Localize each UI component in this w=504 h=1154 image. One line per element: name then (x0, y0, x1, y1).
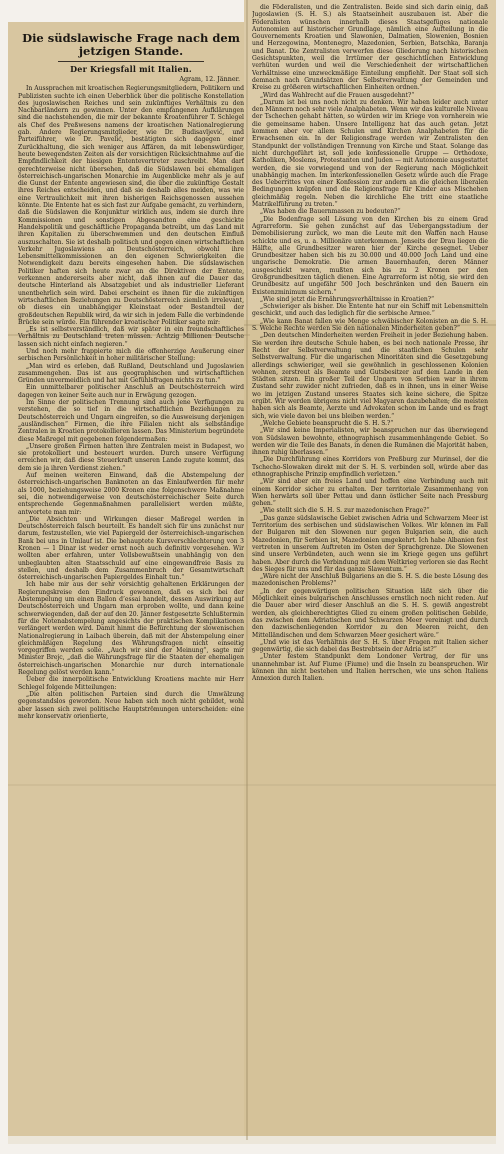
paragraph: „Und wie ist das Verhältnis der S. H. S. über Fragen mit Italien sicher gegenwärtig, die sich dabei das Bestrebtsein der Adria ist?“ (252, 638, 488, 654)
paragraph: „Wäre nicht der Anschluß Bulgariens an die S. H. S. die beste Lösung des mazedonischen Problems?“ (252, 573, 488, 588)
paragraph: „Wir sind keine Imperialisten, wir beanspruchen nur das überwiegend von Südslawen bewohnte, ethnographisch zusammenhängende Gebiet. So werden wir die Teile des Banats, in denen die Rumänen die Majorität haben, ihnen ruhig überlassen.“ (252, 427, 488, 457)
paragraph: „Schwieriger als bisher. Die Entente hat nur ein Schiff mit Lebensmitteln geschickt, und auch das lediglich für die serbische Armee.“ (252, 303, 488, 318)
paragraph: „Unter festem Standpunkt dem Londoner Vertrag, der für uns unannehmbar ist. Auf Fiume (Fiume) und die Inseln zu beanspruchen. Wir können ihn nicht bestehen und Italien herrschen, wie uns schon Italiens Annexion durch Italien. (252, 653, 488, 683)
paragraph: „Wie sind jetzt die Ernährungsverhältnisse in Kroatien?“ (260, 295, 435, 303)
article-dateline: Agram, 12. Jänner. (179, 75, 240, 83)
paragraph: „Welche Gebiete beansprucht die S. H. S.?“ (260, 419, 394, 427)
paragraph: „Was haben die Bauernmassen zu bedeuten?“ (260, 208, 401, 216)
paragraph: „Wir sind aber ein freies Land und hoffen eine Verbindung auch mit einem Korridor sicher zu erhalten. Der territoriale Zusammenhang von Wien herwärts soll über Pettau und dann östlicher Seite nach Pressburg gehen.“ (252, 478, 488, 508)
paragraph: „Man wird es erleben, daß Rußland, Deutschland und Jugoslawien zusammengehen. Das ist aus geographischen und wirtschaftlichen Gründen unvermeidlich und hat mit Gefühlsfragen nichts zu tun.“ (18, 362, 244, 385)
paragraph: „Das ganze südslawische Gebiet zwischen Adria und Schwarzem Meer ist Territorium des serbischen und südslawischen Volkes. Wir können im Fall der Bulgaren mit den Slowenen nur gegen Bulgarien sein, die auch Mazedonien, für Serbien ist, Mazedonien umgekehrt. Ich habe Albanien fest vertreten in unserem Auftreten im Osten der Sprachgrenze. Die Slowenen sind unsere Verbündeten, auch wenn sie im Kriege gegen uns geführt haben. Aber durch die Verbindung mit dem Weltkrieg verloren sie das Recht des Sieges für uns und für das ganze Slawentum.“ (252, 514, 488, 573)
article-headline: Die südslawische Frage nach dem jetzigen Stande. (22, 31, 240, 58)
right-column (252, 4, 488, 1132)
paragraph: Auf meinen weiteren Einwand, daß die Abstempelung der österreichisch-ungarischen Banknoten an das Einlaufwerden für mehr als 1000, beziehungsweise 2000 Kronen eine folgenschwere Maßnahme sei, die notwendigerweise von deutschösterreichischer Seite durch entsprechende Gegenmaßnahmen parallelisiert werden müßte, antwortete man mir: (18, 472, 244, 516)
paragraph: Und noch mehr frappierte mich die offenherzige Aeußerung einer serbischen Persönlichkeit in hoher militärischer Stellung: (18, 347, 244, 363)
headline-rule (58, 61, 204, 62)
paragraph: „Die Bodenfrage soll Lösung von den Kirchen bis zu einem Grad Agrarreform. Sie gehen zunächst auf das Uebergangsstadium der Demobilisierung zurück, wo man die Leute mit den Waffen nach Hause schickte und es, u. a. Millionäre unterkommen. Jenseits der Drau liegen die Hälfte, alle Grundbesitzer waren hier der Kirche gesegnet. Ueber Grundbesitzer haben sich bis zu 30.000 und 40.000 Joch Land und eine ungarische Demokratie. Die armen Bauernhaufen, deren Männer ausgeschickt waren, mußten sich bis zu 2 Kronen per den Großgrundbesitzen täglich dienen. Eine Agrarreform ist nötig, sie wird den Grundbesitz auf ungefähr 500 Joch beschränken und den Bauern ein Existenzminimum sichern.“ (252, 215, 488, 296)
paragraph: „Es ist selbstverständlich, daß wir später in ein freundschaftliches Verhältnis zu Deutschland treten müssen. Achtzig Millionen Deutsche lassen sich nicht einfach negieren.“ (18, 326, 244, 348)
paragraph: „Wird das Wahlrecht auf die Frauen ausgedehnt?“ (260, 91, 415, 99)
paragraph: „Wie kann Banat fallen wie Menge schwäbischer Kolonisten an die S. H. S. Welche Rechte werden Sie den nationalen Minderheiten geben?“ (252, 317, 488, 333)
paragraph: Ich habe mir aus der sehr vorsichtig gehaltenen Erklärungen der Regierungskreise den Eindruck gewonnen, daß es sich bei der Abstempelung um einen Ballon d’essai handelt, dessen Auswirkung auf Deutschösterreich und Ungarn man erproben wollte, und dann keine schwerwiegenden, daß der auf den 20. Jänner festgesetzte Schlußtermin für die Notenabstempelung angesichts der praktischen Komplikationen verlängert werden wird. Damit hinmt die Befürchtung der slowenischen Nationalregierung in Laibach überein, daß mit der Abstempelung einer gleichmäßigen Regelung des Währungsfragen nicht einseitig vorgegriffen werden solle. „Auch wir sind der Meinung“, sagte mir Minister Brejc, „daß die Währungsfrage für die Staaten der ehemaligen österreichisch-ungarischen Monarchie nur durch internationale Regelung gelöst werden kann.“ (18, 581, 244, 677)
left-column (18, 24, 244, 1132)
paragraph: „Den deutschen Minderheiten werden Freiheit in jeder Beziehung haben. Sie werden ihre deutsche Schule haben, es bei noch nationale Presse, ihr Recht der Selbstverwaltung und die staatlichen Schulen sehr Selbstverwaltung. Für die ungarischen Minoritäten sind die Gesetzgebung allerdings schwieriger, weil sie gewöhnlich in geschlossenen Kolonien wohnen, zerstreut als Beamte und Gutsbesitzer auf dem Lande in den Städten sitzen. Ein großer Teil der Ungarn von Serbien war in ihrem Zustand sehr zuwider nicht zufrieden, daß es in ihnen, uns in einer Weise wo im jetzigen Zustand unseres Staates sich keine sichere, die Spitze ergibt. Wir werden übrigens nicht viel Magyaren dazubehalten; die meisten haben sich als Beamte, Aerzte und Advokaten schon im Lande und es fragt sich, wie viele davon bei uns bleiben werden.“ (252, 332, 488, 420)
paragraph: Ein unmittelbarer politischer Anschluß an Deutschösterreich wird dagegen von keiner Seite auch nur in Erwägung gezogen. (18, 384, 244, 399)
paragraph: „Die Absichten und Wirkungen dieser Maßregel werden in Deutschösterreich falsch beurteilt. Es handelt sich für uns zunächst nur darum, festzustellen, wie viel Papiergeld der österreichisch-ungarischen Bank bei uns in Umlauf ist. Die behauptete Kursverschlechterung von 3 Kronen — 1 Dinar ist weder ernst noch auch definitiv vorgesehen. Wir wollten aber erfahren, unter Vollsbewußtsein unabhängig von den unbeglaubten alten Staatsschuld auf eine eingewandfreie Basis zu stellen, und deshalb dem Zusammenbruch der Gesamtwirtschaft österreichisch-ungarischen Papiergeldes Einhalt tun.“ (18, 515, 244, 582)
paragraph: „Darum ist bei uns noch nicht zu denken. Wir haben leider auch unter den Männern noch sehr viele Analphabeten. Wenn wir das kulturelle Niveau der Tschechen gehabt hätten, so würden wir im Kriege von vornherein wie die gemeinsame haben. Unsere Intelligenz hat das auch getan. Jetzt kommen aber vor allem Schulen und Kirchen Analphabeten für die Erwachsenen ein. In der Religionsfrage werden wir Zentralisten den Standpunkt der vollständigen Trennung von Kirche und Staat. Solange das nicht durchgeführt ist, soll jede konfessionelle Gruppe — Orthodoxe, Katholiken, Moslems, Protestanten und Juden — mit Autonomie ausgestattet werden, die sie vorwiegend und von der Regierung nach Möglichkeit unabhängig machen. Im interkonfessionellen Gesetz würde auch die Frage des Ueberrittes von einer Konfession zur andern an die gleichen liberalen Bedingungen knüpfen und die Religionsfrage für Kinder aus Mischehen gleichmäßig regeln. Neben die kirchliche Ehe tritt eine staatliche Matrikelführung zu treten.“ (252, 98, 488, 209)
paragraph: „Die alten politischen Parteien sind durch die Umwälzung gegenstandslos geworden. Neue haben sich noch nicht gebildet, wohl aber lassen sich zwei politische Hauptströmungen unterscheiden: eine mehr konservativ orientierte, (18, 690, 244, 720)
paragraph: „Wie stellt sich die S. H. S. zur mazedonischen Frage?“ (260, 507, 430, 515)
paragraph: die Föderalisten, und die Zentralisten. Beide sind sich darin einig, daß Jugoslawien (S. H. S.) als Staatseinheit auszubauen ist. Aber die Föderalisten wünschen innerhalb dieses Staatsgefüges nationale Autonomien auf historischer Grundlage, nämlich eine Aufteilung in die Gouvernements Kroatien und Slawonien, Dalmatien, Slowenien, Bosnien und Herzegowina, Montenegro, Mazedonien, Serbien, Batschka, Baranja und Banat. Die Zentralisten verwerfen diese Gliederung nach historischen Gesichtspunkten, weil die Irrtümer der geschichtlichen Entwicklung verhüten wurden und weil die Verschiedenheit der wirtschaftlichen Verhältnisse eine unzweckmäßige Einteilung empfiehlt. Der Staat soll sich demnach nach Grundsätzen der Selbstverwaltung der Gemeinden und Kreise zu größeren wirtschaftlichen Einheiten ordnen.“ (252, 4, 488, 92)
paragraph: Im Sinne der politischen Trennung sind auch jene Verfügungen zu verstehen, die so tief in die wirtschaftlichen Beziehungen zu Deutschösterreich und Ungarn eingreifen, so die Ausweisung derjenigen „ausländischen“ Firmen, die ihre Filialen nicht als selbständige Zentralen in Kroatien protokollieren lassen. Das Ministerium begründete diese Maßregel mit gegebenen folgendermaßen: (18, 399, 244, 443)
paragraph: „Die Durchführung eines Korridors von Preßburg zur Murinsel, der die Tschecho-Slowaken direkt mit der S. H. S. verbinden soll, würde aber das ethnographische Prinzip empfindlich verletzen.“ (252, 456, 488, 478)
paragraph: In Aussprachen mit kroatischen Regierungsmitgliedern, Politikern und Publizisten suchte ich einen Ueberblick über die politische Konstellation des jugoslawischen Reiches und sein zukünftiges Verhältnis zu den Nachbarländern zu gewinnen. Unter den empfangenen Aufklärungen sind die nachstehenden, die mir der bekannte Kroatenführer T. Schlegel als Chef des Preßwesens namens der kroatischen Nationalregierung gab. Andere Regierungsmitglieder, wie Dr. Budisavljević, und Parteiführer, wie Dr. Pavelić, bestätigten sich dagegen einer Zurückhaltung, die sich weniger aus Affären, da mit lebenswürdiger, heute bewegendsten Zeiten als der vorsichtigen Rücksichtnahme auf die Empfindlichkeit der hiesigen Ententevertreter zuschreibt. Man darf gerechterweise nicht übersehen, daß die Südslawen bei ehemaligen österreichisch-ungarischen Monarchie im Augenblicke mehr als je auf die Gunst der Entente angewiesen sind, die über die zukünftige Gestalt ihres Reiches entscheiden, und daß sie deshalb alles meiden, was wie eine Vertraulichkeit mit ihren bisherigen Reichsgenossen aussehen könnte. Die Entente hat es sich fast zur Aufgabe gemacht, zu verhindern, daß die Südslawen die Konjunktur wirklich aus, indem sie durch ihre Kommissionen und sonstigen Abgesandten eine geschickte Handelspolitik und geschäftliche Propaganda betreibt, um das Land mit ihren Kapitalien zu überschwemmen und den deutschen Einfluß auszuschalten. Sie ist deshalb politisch und gegen einen wirtschaftlichen Verkehr Jugoslawiens an Deutschösterreich, obwohl ihre Lebensmittelkommissionen an den eigenen Schwierigkeiten die Notwendigkeit dazu bereits eingesehen haben. Die südslawischen Politiker haften sich heute zwar an die Direktiven der Entente, verkennen andererseits aber nicht, daß ihnen auf die Dauer das deutsche Hinterland als Absatzgebiet und als industrieller Lieferant unentbehrlich sein wird. Dabei erscheint es ihnen für die zukünftigen wirtschaftlichen Beziehungen zu Deutschösterreich ziemlich irrelevant, ob dieses ein unabhängiger Kleinstaat oder Bestandteil der großdeutschen Republik wird, da wir sich in jedem Falle die verbindende Brücke sein würde. Ein führender kroatischer Politiker sagte mir: (18, 85, 244, 326)
article-subheading: Der Kriegsfall mit Italien. (70, 64, 192, 74)
paragraph: „In der gegenwärtigen politischen Situation läßt sich über die Möglichkeit eines bulgarischen Anschlusses ernstlich noch nicht reden. Auf die Dauer aber wird dieser Anschluß an die S. H. S. gewiß angestrebt werden, als gleichberechtigtes Glied zu einem großen politischen Gebilde, das zwischen dem Adriatischen und Schwarzen Meer vereinigt und durch den dazwischenliegenden Korridor zu den Meeren reicht, den Mittelländischen und dem Schwarzen Meer gesichert wäre.“ (252, 587, 488, 639)
paragraph: Ueber die innerpolitische Entwicklung Kroatiens machte mir Herr Schlegel folgende Mitteilungen: (18, 676, 244, 691)
paragraph: „Unsere großen Firmen hatten ihre Zentralen meist in Budapest, wo sie protokolliert und besteuert wurden. Durch unsere Verfügung erreichen wir, daß diese Steuerkraft unseren Lande zugute kommt, das dem sie ja ihren Verdienst ziehen.“ (18, 442, 244, 472)
